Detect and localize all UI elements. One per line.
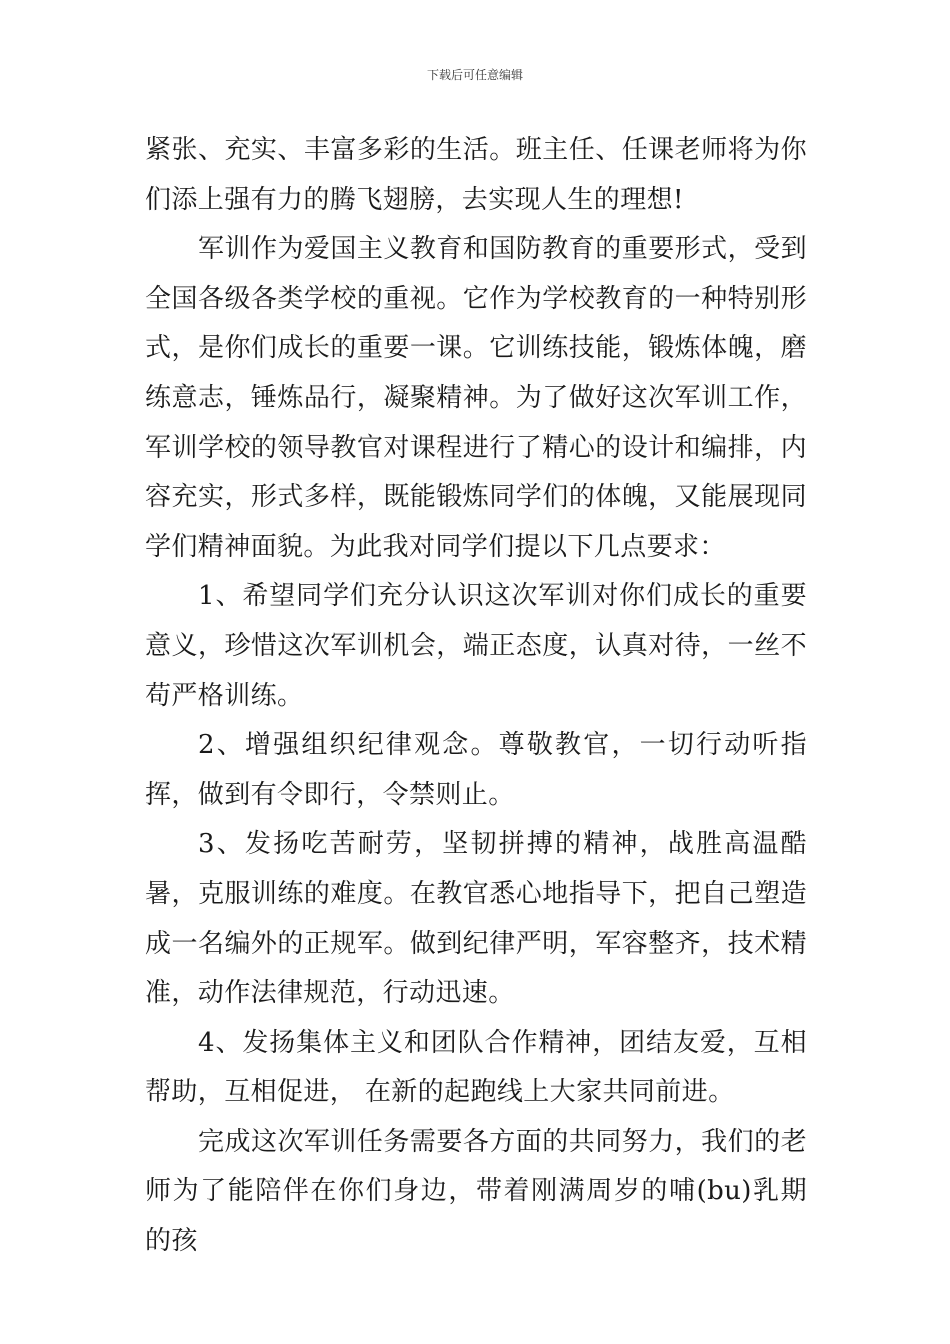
paragraph-3: 1、希望同学们充分认识这次军训对你们成长的重要意义，珍惜这次军训机会，端正态度，认真对待，一丝不苟严格训练。 [145,581,807,711]
paragraph-4: 2、增强组织纪律观念。尊敬教官，一切行动听指挥，做到有令即行，令禁则止。 [145,730,807,810]
paragraph-5: 3、发扬吃苦耐劳，坚韧拼搏的精神，战胜高温酷暑，克服训练的难度。在教官悉心地指导下，把自己塑造成一名编外的正规军。做到纪律严明，军容整齐，技术精准，动作法律规范，行动迅速。 [145,829,807,1009]
page-header-note: 下载后可任意编辑 [426,68,523,82]
paragraph-1: 紧张、充实、丰富多彩的生活。班主任、任课老师将为你们添上强有力的腾飞翅膀，去实现人生的理想! [145,135,807,215]
paragraph-7: 完成这次军训任务需要各方面的共同努力，我们的老师为了能陪伴在你们身边，带着刚满周岁的哺(bu)乳期的孩 [145,1126,807,1257]
paragraph-2: 军训作为爱国主义教育和国防教育的重要形式，受到全国各级各类学校的重视。它作为学校教育的一种特别形式，是你们成长的重要一课。它训练技能，锻炼体魄，磨练意志，锤炼品行，凝聚精神。为了做好这次军训工作，军训学校的领导教官对课程进行了精心的设计和编排，内容充实，形式多样，既能锻炼同学们的体魄，又能展现同学们精神面貌。为此我对同学们提以下几点要求： [145,234,807,562]
paragraph-6: 4、发扬集体主义和团队合作精神，团结友爱，互相帮助，互相促进， 在新的起跑线上大家共同前进。 [145,1027,807,1108]
document-body [145,126,807,1267]
